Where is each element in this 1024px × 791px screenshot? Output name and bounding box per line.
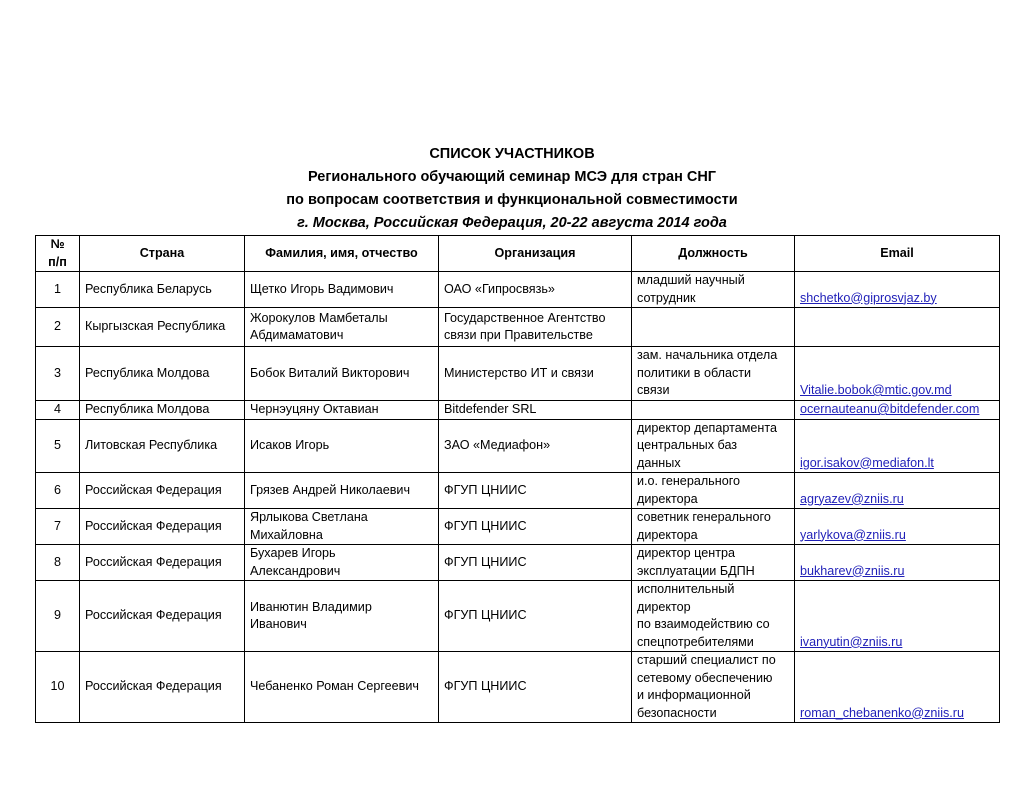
column-header-position: Должность xyxy=(632,236,795,272)
email-link[interactable]: Vitalie.bobok@mtic.gov.md xyxy=(800,383,952,397)
cell-organization: ФГУП ЦНИИС xyxy=(439,652,632,723)
cell-name: Бухарев Игорь Александрович xyxy=(245,545,439,581)
cell-organization: ФГУП ЦНИИС xyxy=(439,509,632,545)
cell-name: Исаков Игорь xyxy=(245,419,439,473)
column-header-name: Фамилия, имя, отчество xyxy=(245,236,439,272)
cell-name: Бобок Виталий Викторович xyxy=(245,347,439,401)
email-link[interactable]: igor.isakov@mediafon.lt xyxy=(800,455,934,470)
email-link[interactable]: ivanyutin@zniis.ru xyxy=(800,634,903,649)
cell-position: зам. начальника отдела политики в области связи xyxy=(632,347,795,401)
cell-country: Российская Федерация xyxy=(80,473,245,509)
cell-email xyxy=(795,347,1000,401)
cell-country: Республика Молдова xyxy=(80,347,245,401)
table-row xyxy=(36,509,1000,545)
cell-organization: ФГУП ЦНИИС xyxy=(439,473,632,509)
cell-name: Жорокулов Мамбеталы Абдимаматович xyxy=(245,308,439,347)
cell-email xyxy=(795,509,1000,545)
email-link[interactable]: bukharev@zniis.ru xyxy=(800,563,905,578)
cell-position: старший специалист по сетевому обеспечению и информационной безопасности xyxy=(632,652,795,723)
cell-name: Чернэуцяну Октавиан xyxy=(245,400,439,419)
column-header-organization: Организация xyxy=(439,236,632,272)
cell-email xyxy=(795,473,1000,509)
cell-organization: ЗАО «Медиафон» xyxy=(439,419,632,473)
cell-country: Российская Федерация xyxy=(80,581,245,652)
cell-name: Грязев Андрей Николаевич xyxy=(245,473,439,509)
email-link[interactable]: yarlykova@zniis.ru xyxy=(800,527,906,542)
cell-organization: Министерство ИТ и связи xyxy=(439,347,632,401)
cell-position: директор центра эксплуатации БДПН xyxy=(632,545,795,581)
table-row xyxy=(36,419,1000,473)
cell-position: исполнительный директор по взаимодействию со спецпотребителями xyxy=(632,581,795,652)
table-row xyxy=(36,308,1000,347)
cell-num: 9 xyxy=(36,581,80,652)
table-row xyxy=(36,272,1000,308)
cell-position: советник генерального директора xyxy=(632,509,795,545)
cell-num: 6 xyxy=(36,473,80,509)
cell-organization: Bitdefender SRL xyxy=(439,400,632,419)
email-link[interactable]: shchetko@giprosvjaz.by xyxy=(800,290,937,305)
cell-num: 1 xyxy=(36,272,80,308)
cell-email xyxy=(795,308,1000,347)
seminar-topic: по вопросам соответствия и функциональной совместимости xyxy=(286,192,738,208)
cell-organization: ФГУП ЦНИИС xyxy=(439,581,632,652)
cell-email xyxy=(795,419,1000,473)
cell-country: Кыргызская Республика xyxy=(80,308,245,347)
cell-country: Литовская Республика xyxy=(80,419,245,473)
cell-position: младший научный сотрудник xyxy=(632,272,795,308)
table-row xyxy=(36,581,1000,652)
document-header xyxy=(0,143,1024,235)
seminar-name: Регионального обучающий семинар МСЭ для стран СНГ xyxy=(307,169,717,185)
cell-country: Республика Беларусь xyxy=(80,272,245,308)
email-link[interactable]: ocernauteanu@bitdefender.com xyxy=(800,402,980,416)
participants-table xyxy=(35,235,1000,723)
cell-organization: ОАО «Гипросвязь» xyxy=(439,272,632,308)
cell-num: 10 xyxy=(36,652,80,723)
email-link[interactable]: agryazev@zniis.ru xyxy=(800,491,904,506)
document-title: СПИСОК УЧАСТНИКОВ xyxy=(429,146,595,162)
cell-organization: Государственное Агентство связи при Правительстве xyxy=(439,308,632,347)
cell-position: директор департамента центральных баз данных xyxy=(632,419,795,473)
cell-name: Чебаненко Роман Сергеевич xyxy=(245,652,439,723)
cell-email xyxy=(795,581,1000,652)
cell-num: 2 xyxy=(36,308,80,347)
cell-email xyxy=(795,652,1000,723)
cell-email xyxy=(795,400,1000,419)
cell-country: Республика Молдова xyxy=(80,400,245,419)
cell-position xyxy=(632,400,795,419)
cell-name: Иванютин Владимир Иванович xyxy=(245,581,439,652)
table-row xyxy=(36,545,1000,581)
cell-email xyxy=(795,545,1000,581)
cell-country: Российская Федерация xyxy=(80,509,245,545)
cell-position: и.о. генерального директора xyxy=(632,473,795,509)
cell-num: 3 xyxy=(36,347,80,401)
column-header-num: № п/п xyxy=(36,236,80,272)
cell-organization: ФГУП ЦНИИС xyxy=(439,545,632,581)
cell-name: Щетко Игорь Вадимович xyxy=(245,272,439,308)
cell-country: Российская Федерация xyxy=(80,652,245,723)
cell-num: 7 xyxy=(36,509,80,545)
table-row xyxy=(36,652,1000,723)
seminar-place-date: г. Москва, Российская Федерация, 20-22 августа 2014 года xyxy=(297,215,727,231)
column-header-country: Страна xyxy=(80,236,245,272)
cell-num: 5 xyxy=(36,419,80,473)
cell-num: 4 xyxy=(36,400,80,419)
table-header-row xyxy=(36,236,1000,272)
table-row xyxy=(36,347,1000,401)
cell-email xyxy=(795,272,1000,308)
cell-position xyxy=(632,308,795,347)
cell-name: Ярлыкова Светлана Михайловна xyxy=(245,509,439,545)
cell-country: Российская Федерация xyxy=(80,545,245,581)
cell-num: 8 xyxy=(36,545,80,581)
table-row xyxy=(36,473,1000,509)
email-link[interactable]: roman_chebanenko@zniis.ru xyxy=(800,705,965,720)
table-row xyxy=(36,400,1000,419)
column-header-email: Email xyxy=(795,236,1000,272)
